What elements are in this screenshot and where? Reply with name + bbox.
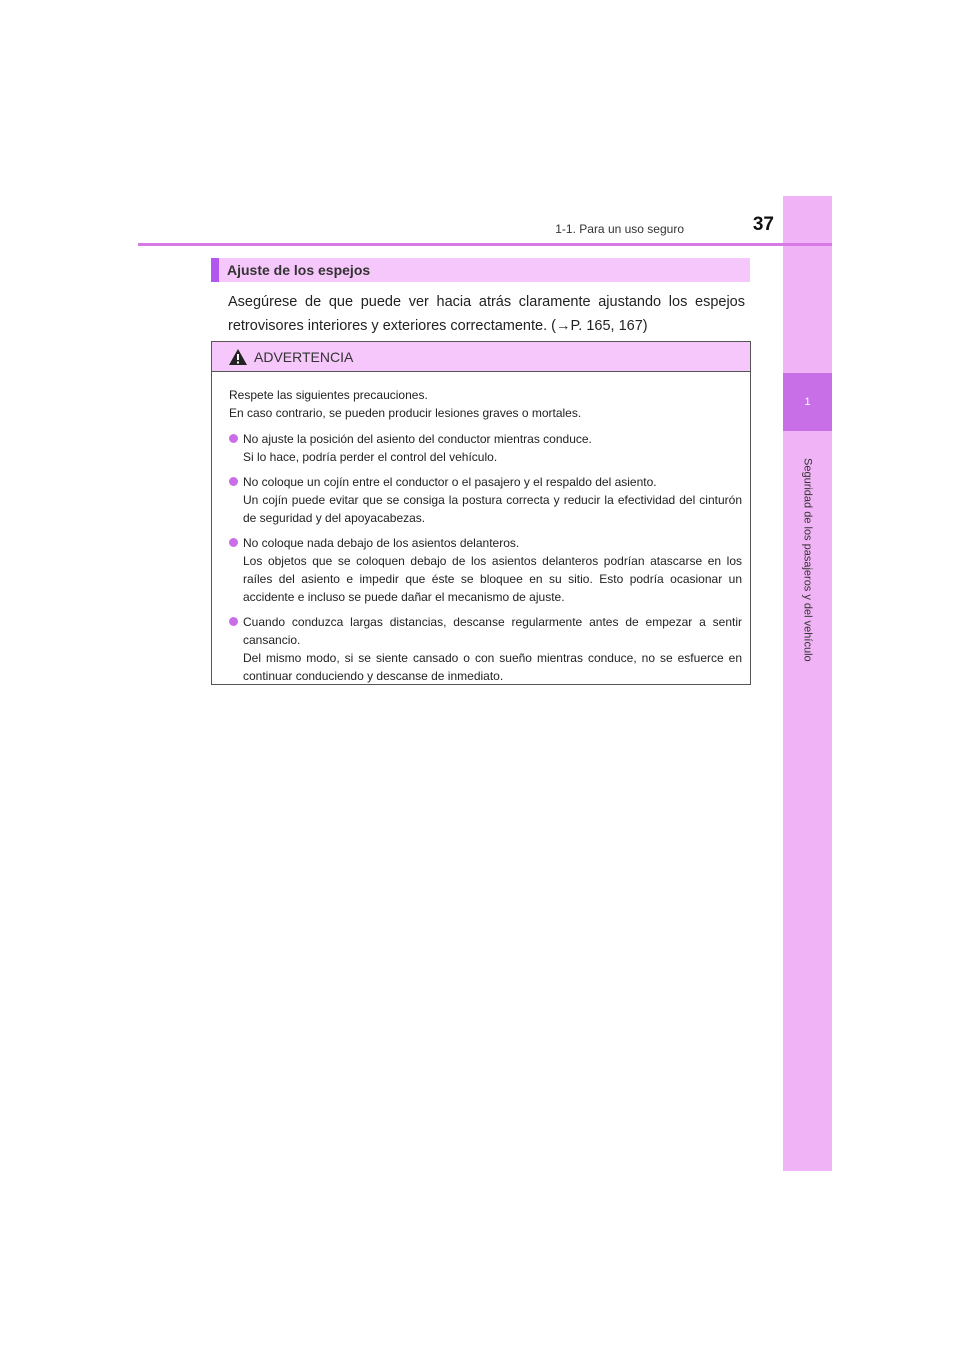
section-title: Ajuste de los espejos xyxy=(211,258,750,282)
warning-item xyxy=(229,534,742,606)
warning-intro-line: Respete las siguientes precauciones. xyxy=(229,388,428,402)
warning-header xyxy=(212,342,750,372)
side-tab-title-container xyxy=(783,430,832,690)
warning-item-line: Los objetos que se coloquen debajo de los asientos delanteros podrían atascarse en los raíles del asiento e impedir que éste se bloquee en su sitio. Esto podría ocasionar un accidente e incluso se puede dañar el mecanismo de ajuste. xyxy=(243,554,742,604)
bullet-dot-icon xyxy=(229,477,238,486)
warning-item xyxy=(229,473,742,527)
warning-triangle-icon xyxy=(228,348,248,366)
warning-item-line: No coloque nada debajo de los asientos delanteros. xyxy=(243,536,520,550)
warning-item-line: No coloque un cojín entre el conductor o el pasajero y el respaldo del asiento. xyxy=(243,475,657,489)
header-rule xyxy=(138,243,832,246)
header-section-title: 1-1. Para un uso seguro xyxy=(555,222,684,236)
warning-body xyxy=(212,372,750,685)
bullet-dot-icon xyxy=(229,538,238,547)
side-tab-number: 1 xyxy=(783,373,832,431)
warning-item-line: Del mismo modo, si se siente cansado o con sueño mientras conduce, no se esfuerce en continuar conduciendo y descanse de inmediato. xyxy=(243,651,742,683)
warning-title: ADVERTENCIA xyxy=(254,348,354,365)
warning-item-line: No ajuste la posición del asiento del conductor mientras conduce. xyxy=(243,432,592,446)
side-tab-title: Seguridad de los pasajeros y del vehículo xyxy=(801,458,814,662)
warning-item-line: Cuando conduzca largas distancias, descanse regularmente antes de empezar a sentir cansancio. xyxy=(243,615,742,647)
warning-item-line: Si lo hace, podría perder el control del vehículo. xyxy=(243,450,498,464)
warning-item xyxy=(229,430,742,466)
warning-intro xyxy=(229,386,742,422)
warning-item-line: Un cojín puede evitar que se consiga la postura correcta y reducir la efectividad del cinturón de seguridad y del apoyacabezas. xyxy=(243,493,742,525)
section-intro: Asegúrese de que puede ver hacia atrás claramente ajustando los espejos retrovisores interiores y exteriores correctamente. (→P. 165, 167) xyxy=(228,294,745,334)
bullet-dot-icon xyxy=(229,617,238,626)
warning-box xyxy=(211,341,751,685)
warning-item xyxy=(229,613,742,685)
bullet-dot-icon xyxy=(229,434,238,443)
page-number: 37 xyxy=(752,214,774,235)
warning-intro-line: En caso contrario, se pueden producir lesiones graves o mortales. xyxy=(229,406,582,420)
